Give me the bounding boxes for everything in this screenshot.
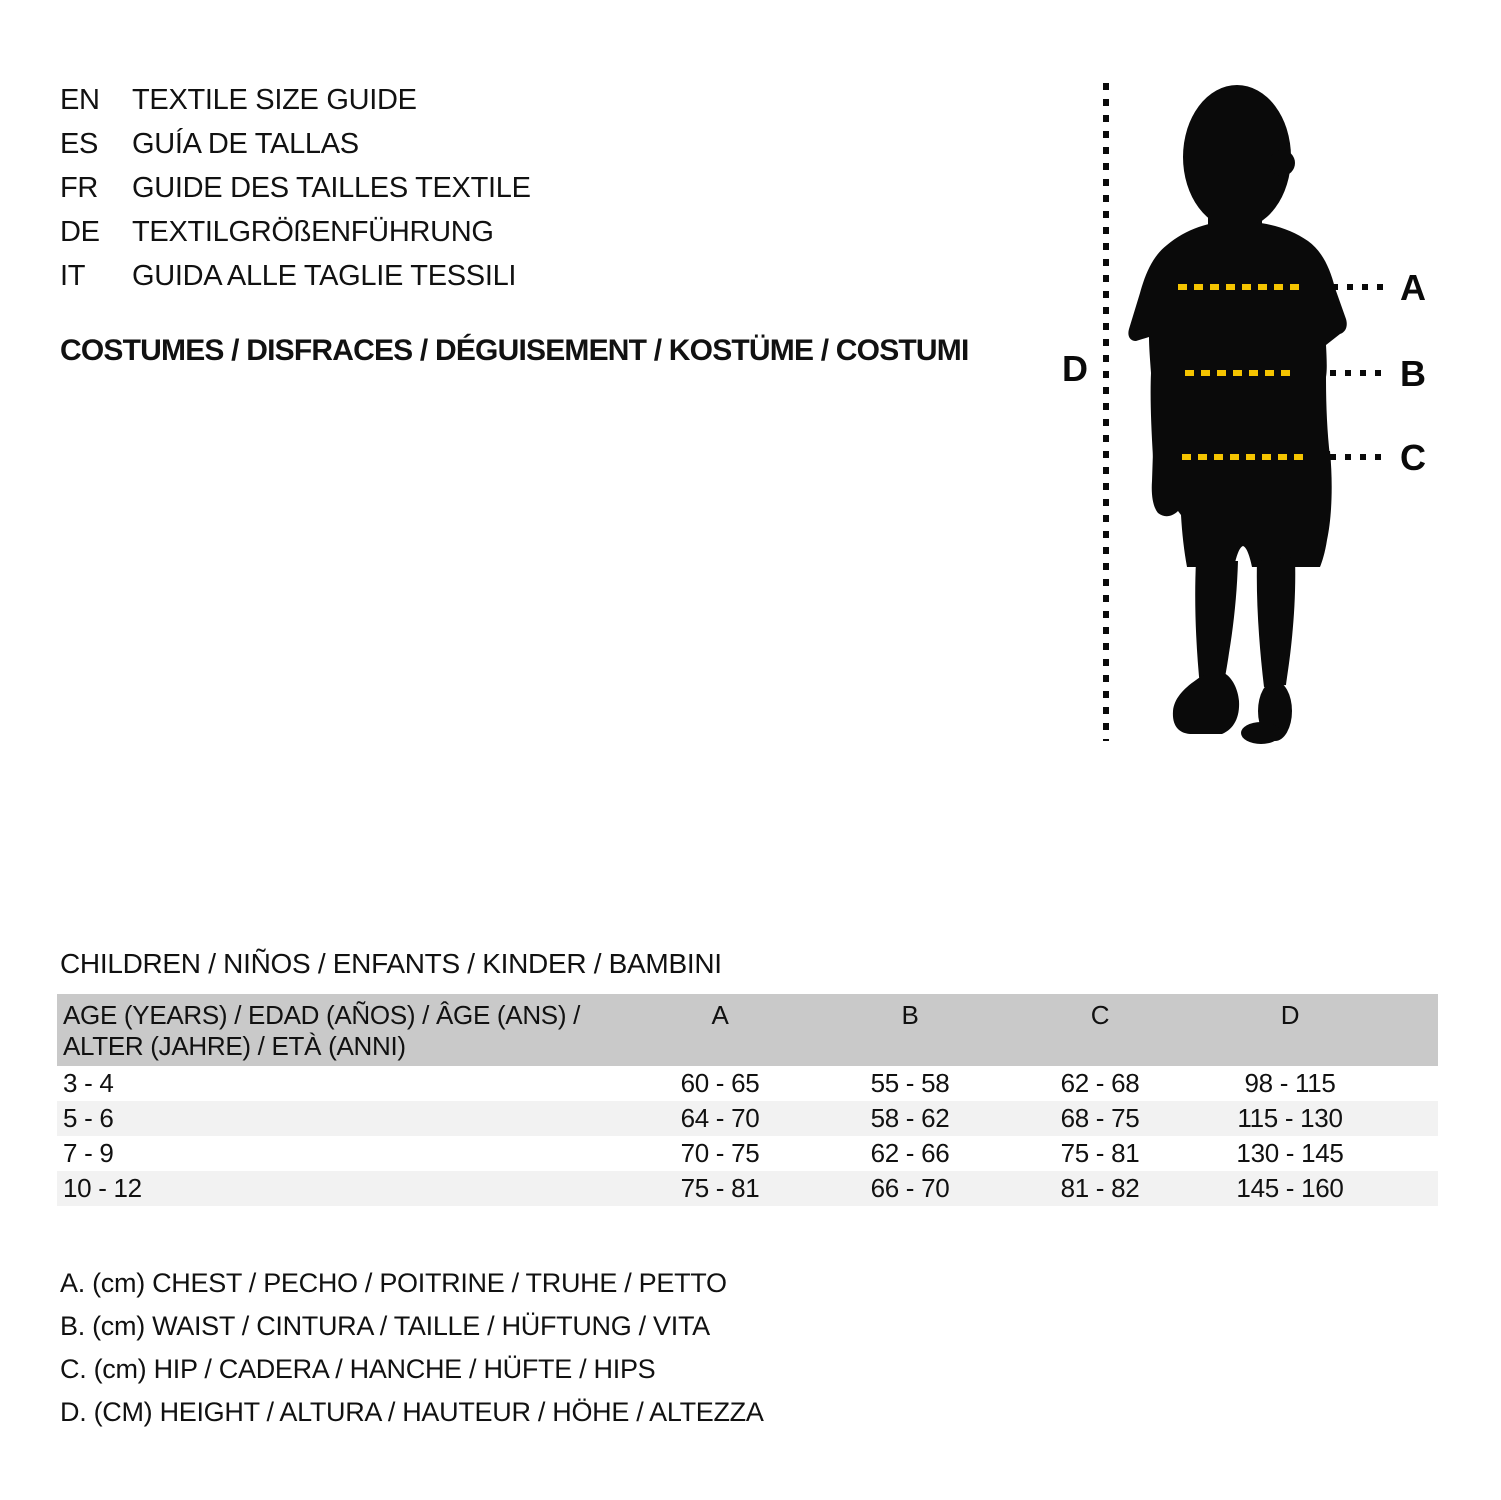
size-diagram-svg	[1050, 75, 1460, 765]
lang-label: GUÍA DE TALLAS	[132, 128, 359, 160]
hip-cell: 75 - 81	[1060, 1138, 1140, 1168]
table-section-heading: CHILDREN / NIÑOS / ENFANTS / KINDER / BAMBINI	[60, 948, 722, 979]
lang-row-it	[60, 254, 531, 298]
age-cell: 5 - 6	[63, 1103, 114, 1133]
waist-label: B	[1400, 353, 1426, 394]
chest-cell: 64 - 70	[680, 1103, 760, 1133]
height-cell: 130 - 145	[1236, 1138, 1344, 1168]
table-row	[57, 1101, 1438, 1136]
lang-label: GUIDA ALLE TAGLIE TESSILI	[132, 260, 517, 292]
table-row	[57, 1136, 1438, 1171]
legend-hip: C. (cm) HIP / CADERA / HANCHE / HÜFTE / HIPS	[60, 1354, 656, 1384]
height-cell: 115 - 130	[1237, 1103, 1343, 1133]
age-cell: 10 - 12	[63, 1173, 142, 1203]
legend-chest: A. (cm) CHEST / PECHO / POITRINE / TRUHE / PETTO	[60, 1268, 727, 1298]
legend-waist: B. (cm) WAIST / CINTURA / TAILLE / HÜFTUNG / VITA	[60, 1311, 710, 1341]
table-row	[57, 1171, 1438, 1206]
lang-label: GUIDE DES TAILLES TEXTILE	[132, 172, 531, 204]
age-cell: 3 - 4	[63, 1068, 114, 1098]
lang-row-de	[60, 210, 531, 254]
lang-row-en	[60, 78, 531, 122]
hip-label: C	[1400, 437, 1426, 478]
age-header-line1: AGE (YEARS) / EDAD (AÑOS) / ÂGE (ANS) /	[63, 1000, 581, 1030]
height-cell: 98 - 115	[1244, 1068, 1336, 1098]
lang-code: ES	[60, 128, 99, 160]
table-row	[57, 1066, 1438, 1101]
size-diagram	[1050, 75, 1460, 765]
legend-height: D. (CM) HEIGHT / ALTURA / HAUTEUR / HÖHE / ALTEZZA	[60, 1397, 764, 1427]
lang-code: EN	[60, 84, 100, 116]
waist-cell: 62 - 66	[870, 1138, 950, 1168]
height-label: D	[1062, 348, 1088, 389]
language-list	[60, 78, 531, 298]
lang-code: IT	[60, 260, 86, 292]
lang-label: TEXTILE SIZE GUIDE	[132, 84, 417, 116]
lang-label: TEXTILGRÖßENFÜHRUNG	[132, 216, 494, 248]
col-header-a: A	[711, 1000, 729, 1030]
waist-cell: 58 - 62	[870, 1103, 950, 1133]
lang-code: FR	[60, 172, 99, 204]
age-cell: 7 - 9	[63, 1138, 114, 1168]
lang-row-es	[60, 122, 531, 166]
child-silhouette	[1128, 85, 1346, 744]
measurement-legend	[60, 1262, 764, 1434]
lang-row-fr	[60, 166, 531, 210]
height-cell: 145 - 160	[1236, 1173, 1344, 1203]
hip-cell: 68 - 75	[1060, 1103, 1140, 1133]
waist-cell: 55 - 58	[870, 1068, 950, 1098]
chest-label: A	[1400, 267, 1426, 308]
age-header	[57, 1000, 625, 1066]
chest-cell: 70 - 75	[680, 1138, 760, 1168]
hip-cell: 81 - 82	[1060, 1173, 1140, 1203]
col-header-c: C	[1090, 1000, 1110, 1030]
waist-cell: 66 - 70	[870, 1173, 950, 1203]
col-header-b: B	[901, 1000, 919, 1030]
hip-cell: 62 - 68	[1060, 1068, 1140, 1098]
chest-cell: 60 - 65	[680, 1068, 760, 1098]
size-table	[57, 994, 1438, 1206]
lang-code: DE	[60, 216, 100, 248]
category-heading: COSTUMES / DISFRACES / DÉGUISEMENT / KOSTÜME / COSTUMI	[60, 334, 969, 367]
col-header-d: D	[1280, 1000, 1300, 1030]
table-header-row	[57, 994, 1438, 1066]
age-header-line2: ALTER (JAHRE) / ETÀ (ANNI)	[63, 1031, 406, 1061]
chest-cell: 75 - 81	[680, 1173, 760, 1203]
